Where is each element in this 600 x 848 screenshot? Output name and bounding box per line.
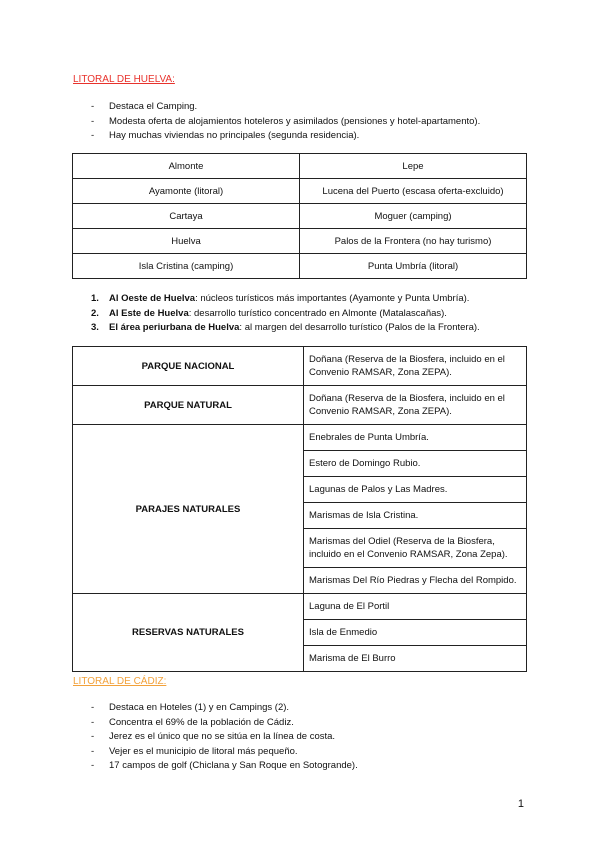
table-cell: Marismas del Odiel (Reserva de la Biosfera, incluido en el Convenio RAMSAR, Zona Zepa). xyxy=(304,529,527,568)
list-item: - Modesta oferta de alojamientos hoteleros y asimilados (pensiones y hotel-apartamento). xyxy=(91,115,480,130)
table-row xyxy=(73,425,527,451)
list-item: - Destaca el Camping. xyxy=(91,100,480,115)
category-cell: RESERVAS NATURALES xyxy=(73,594,304,672)
list-item: - Hay muchas viviendas no principales (segunda residencia). xyxy=(91,129,480,144)
table-cell: Palos de la Frontera (no hay turismo) xyxy=(300,229,527,254)
list-item: - Vejer es el municipio de litoral más pequeño. xyxy=(91,745,358,760)
category-cell: PARQUE NACIONAL xyxy=(73,347,304,386)
list-number: 3. xyxy=(91,322,99,333)
table-cell: Marismas de Isla Cristina. xyxy=(304,503,527,529)
table-cell: Laguna de El Portil xyxy=(304,594,527,620)
table-cell: Cartaya xyxy=(73,204,300,229)
table-row xyxy=(73,229,527,254)
table-row xyxy=(73,386,527,425)
zone-term: Al Este de Huelva xyxy=(109,307,189,319)
table-row xyxy=(73,594,527,620)
cadiz-bullet-list xyxy=(91,701,358,774)
table-cell: Isla Cristina (camping) xyxy=(73,254,300,279)
huelva-heading: LITORAL DE HUELVA: xyxy=(73,74,175,85)
espacios-protegidos-table xyxy=(72,346,527,672)
list-item xyxy=(91,321,480,336)
table-cell: Punta Umbría (litoral) xyxy=(300,254,527,279)
table-cell: Huelva xyxy=(73,229,300,254)
table-row xyxy=(73,204,527,229)
zone-text: : núcleos turísticos más importantes (Ayamonte y Punta Umbría). xyxy=(195,293,470,304)
category-cell: PARQUE NATURAL xyxy=(73,386,304,425)
zone-text: : desarrollo turístico concentrado en Almonte (Matalascañas). xyxy=(188,307,447,319)
table-cell: Enebrales de Punta Umbría. xyxy=(304,425,527,451)
table-cell: Lepe xyxy=(300,154,527,179)
table-row xyxy=(73,179,527,204)
list-item: - Concentra el 69% de la población de Cádiz. xyxy=(91,716,358,731)
table-cell: Estero de Domingo Rubio. xyxy=(304,451,527,477)
list-number: 1. xyxy=(91,293,99,304)
huelva-zones-list xyxy=(91,292,480,336)
table-row xyxy=(73,254,527,279)
table-row xyxy=(73,347,527,386)
table-cell: Lucena del Puerto (escasa oferta-excluido) xyxy=(300,179,527,204)
table-cell: Isla de Enmedio xyxy=(304,620,527,646)
table-cell: Lagunas de Palos y Las Madres. xyxy=(304,477,527,503)
table-cell: Ayamonte (litoral) xyxy=(73,179,300,204)
table-row xyxy=(73,154,527,179)
list-item: - 17 campos de golf (Chiclana y San Roque en Sotogrande). xyxy=(91,759,358,774)
list-number: 2. xyxy=(91,307,99,319)
zone-term: El área periurbana de Huelva xyxy=(109,322,240,333)
table-cell: Marismas Del Río Piedras y Flecha del Rompido. xyxy=(304,568,527,594)
huelva-bullet-list xyxy=(91,100,480,144)
list-item: - Destaca en Hoteles (1) y en Campings (2). xyxy=(91,701,358,716)
municipios-table xyxy=(72,153,527,279)
table-cell: Moguer (camping) xyxy=(300,204,527,229)
zone-term: Al Oeste de Huelva xyxy=(109,293,196,304)
list-item xyxy=(91,292,480,307)
cadiz-heading: LITORAL DE CÁDIZ: xyxy=(73,676,167,687)
page-number: 1 xyxy=(517,798,524,810)
category-cell: PARAJES NATURALES xyxy=(73,425,304,594)
table-cell: Doñana (Reserva de la Biosfera, incluido en el Convenio RAMSAR, Zona ZEPA). xyxy=(304,347,527,386)
table-cell: Marisma de El Burro xyxy=(304,646,527,672)
table-cell: Almonte xyxy=(73,154,300,179)
table-cell: Doñana (Reserva de la Biosfera, incluido en el Convenio RAMSAR, Zona ZEPA). xyxy=(304,386,527,425)
zone-text: : al margen del desarrollo turístico (Palos de la Frontera). xyxy=(239,322,480,333)
list-item xyxy=(91,307,480,322)
list-item: - Jerez es el único que no se sitúa en la línea de costa. xyxy=(91,730,358,745)
